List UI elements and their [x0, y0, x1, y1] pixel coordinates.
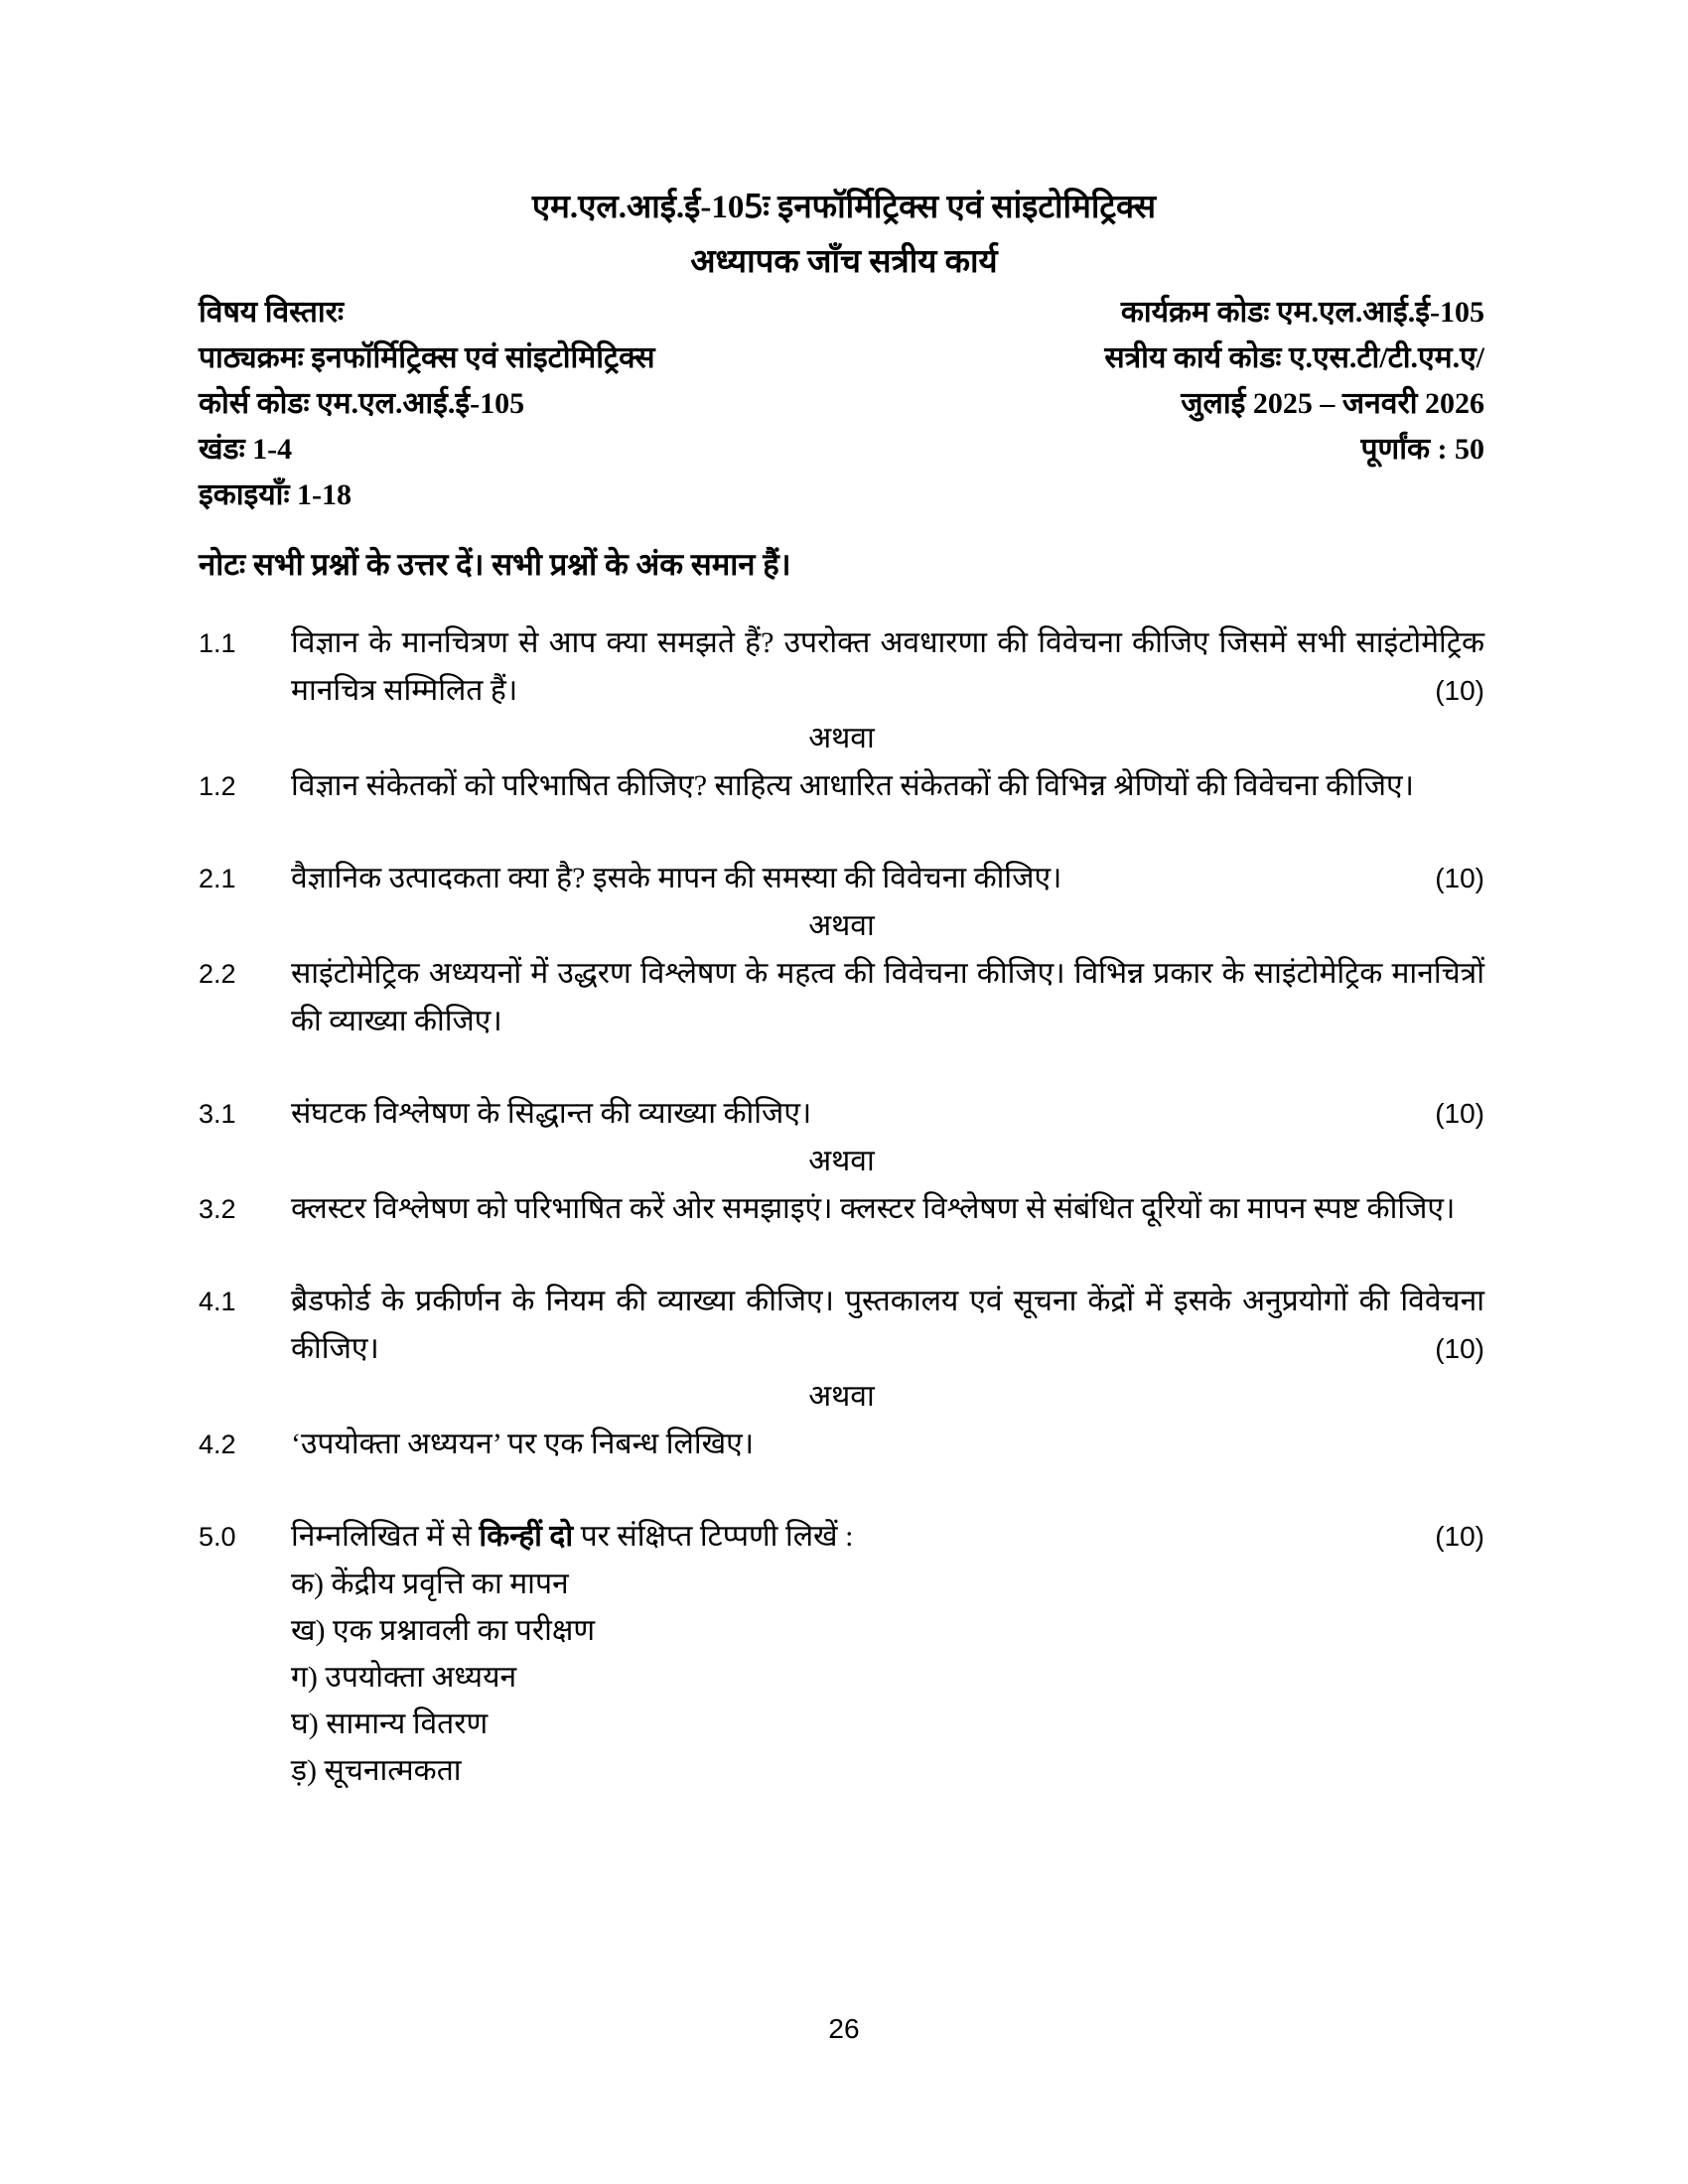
or-separator: अथवा [808, 1145, 875, 1177]
question-row-2-1 [199, 855, 1484, 902]
assignment-subtitle: अध्यापक जाँच सत्रीय कार्य [690, 244, 998, 280]
question-text: विज्ञान के मानचित्रण से आप क्या समझते हैं? उपरोक्त अवधारणा की विवेचना कीजिए जिसमें सभी साइंटोमेट्रिक मानचित्र सम्मिलित हैं। [291, 626, 1484, 707]
list-item: घ) सामान्य वितरण [291, 1707, 489, 1740]
question-number: 1.2 [199, 771, 236, 801]
meta-row [199, 381, 1484, 427]
question-text-plain: पर संक्षिप्त टिप्पणी लिखें : [573, 1520, 854, 1553]
blocks-range: खंडः 1-4 [199, 433, 293, 466]
short-note-options-list [291, 1561, 1484, 1794]
meta-row [199, 336, 1484, 381]
question-marks: (10) [1435, 855, 1484, 902]
question-text: विज्ञान संकेतकों को परिभाषित कीजिए? साहित्य आधारित संकेतकों की विभिन्न श्रेणियों की विवेचना कीजिए। [291, 769, 1414, 802]
course-code: कोर्स कोडः एम.एल.आई.ई-105 [199, 387, 525, 420]
question-row-3-2 [199, 1185, 1484, 1233]
list-item: ख) एक प्रश्नावली का परीक्षण [291, 1614, 596, 1647]
question-text: ब्रैडफोर्ड के प्रकीर्णन के नियम की व्याख्या कीजिए। पुस्तकालय एवं सूचना केंद्रों में इसके अनुप्रयोगों की विवेचना कीजिए। [291, 1285, 1484, 1365]
question-number: 3.1 [199, 1099, 236, 1129]
question-group-1 [199, 619, 1484, 810]
session-period: जुलाई 2025 – जनवरी 2026 [1181, 387, 1484, 420]
question-row-1-2 [199, 762, 1484, 810]
question-marks: (10) [1435, 1090, 1484, 1138]
question-number: 5.0 [199, 1522, 236, 1552]
course-name: पाठ्यक्रमः इनफॉर्मिट्रिक्स एवं सांइटोमिट्रिक्स [199, 341, 655, 374]
page-number: 26 [828, 2013, 860, 2044]
meta-row [199, 473, 1484, 518]
document-title-block [0, 181, 1688, 290]
list-item: ग) उपयोक्ता अध्ययन [291, 1661, 517, 1694]
question-row-2-2 [199, 950, 1484, 1045]
question-marks: (10) [1435, 667, 1484, 715]
list-item: क) केंद्रीय प्रवृत्ति का मापन [291, 1568, 569, 1600]
assignment-meta-block [199, 290, 1484, 518]
course-title: एम.एल.आई.ई-105ः इनफॉर्मिट्रिक्स एवं सांइटोमिट्रिक्स [531, 190, 1157, 225]
question-group-3 [199, 1090, 1484, 1233]
question-row-4-1 [199, 1278, 1484, 1373]
or-separator: अथवा [808, 909, 875, 942]
question-number: 3.2 [199, 1194, 236, 1224]
question-text: साइंटोमेट्रिक अध्ययनों में उद्धरण विश्लेषण के महत्व की विवेचना कीजिए। विभिन्न प्रकार के साइंटोमेट्रिक मानचित्रों की व्याख्या कीजिए। [291, 957, 1484, 1037]
question-marks: (10) [1435, 1325, 1484, 1373]
question-text [291, 1513, 1484, 1561]
question-row-1-1 [199, 619, 1484, 715]
question-text: क्लस्टर विश्लेषण को परिभाषित करें ओर समझाइएं। क्लस्टर विश्लेषण से संबंधित दूरियों का मापन स्पष्ट कीजिए। [291, 1192, 1456, 1225]
question-number: 2.2 [199, 959, 236, 989]
question-number: 2.1 [199, 864, 236, 893]
question-row-5-0 [199, 1513, 1484, 1561]
meta-row [199, 290, 1484, 336]
question-group-4 [199, 1278, 1484, 1468]
question-number: 4.1 [199, 1287, 236, 1316]
question-marks: (10) [1435, 1513, 1484, 1561]
meta-row [199, 427, 1484, 473]
question-row-3-1 [199, 1090, 1484, 1138]
subject-coverage-label: विषय विस्तारः [199, 296, 345, 329]
total-marks: पूर्णांक : 50 [1360, 433, 1484, 466]
question-text: वैज्ञानिक उत्पादकता क्या है? इसके मापन की समस्या की विवेचना कीजिए। [291, 862, 1062, 894]
question-text-emphasis: किन्हीं दो [479, 1520, 574, 1553]
question-text: संघटक विश्लेषण के सिद्धान्त की व्याख्या कीजिए। [291, 1097, 812, 1130]
list-item: ड़) सूचनात्मकता [291, 1754, 462, 1787]
instructions-note: नोटः सभी प्रश्नों के उत्तर दें। सभी प्रश्नों के अंक समान हैं। [199, 547, 791, 582]
question-group-5 [199, 1513, 1484, 1794]
assignment-code: सत्रीय कार्य कोडः ए.एस.टी/टी.एम.ए/ [1104, 341, 1484, 374]
question-number: 4.2 [199, 1430, 236, 1459]
questions-section [199, 619, 1484, 1839]
programme-code: कार्यक्रम कोडः एम.एल.आई.ई-105 [1120, 296, 1484, 329]
question-group-2 [199, 855, 1484, 1045]
units-range: इकाइयाँः 1-18 [199, 478, 352, 511]
question-number: 1.1 [199, 628, 236, 658]
or-separator: अथवा [808, 722, 875, 754]
question-row-4-2 [199, 1421, 1484, 1468]
or-separator: अथवा [808, 1380, 875, 1413]
question-text-plain: निम्नलिखित में से [291, 1520, 480, 1553]
question-text: ‘उपयोक्ता अध्ययन’ पर एक निबन्ध लिखिए। [291, 1428, 755, 1460]
